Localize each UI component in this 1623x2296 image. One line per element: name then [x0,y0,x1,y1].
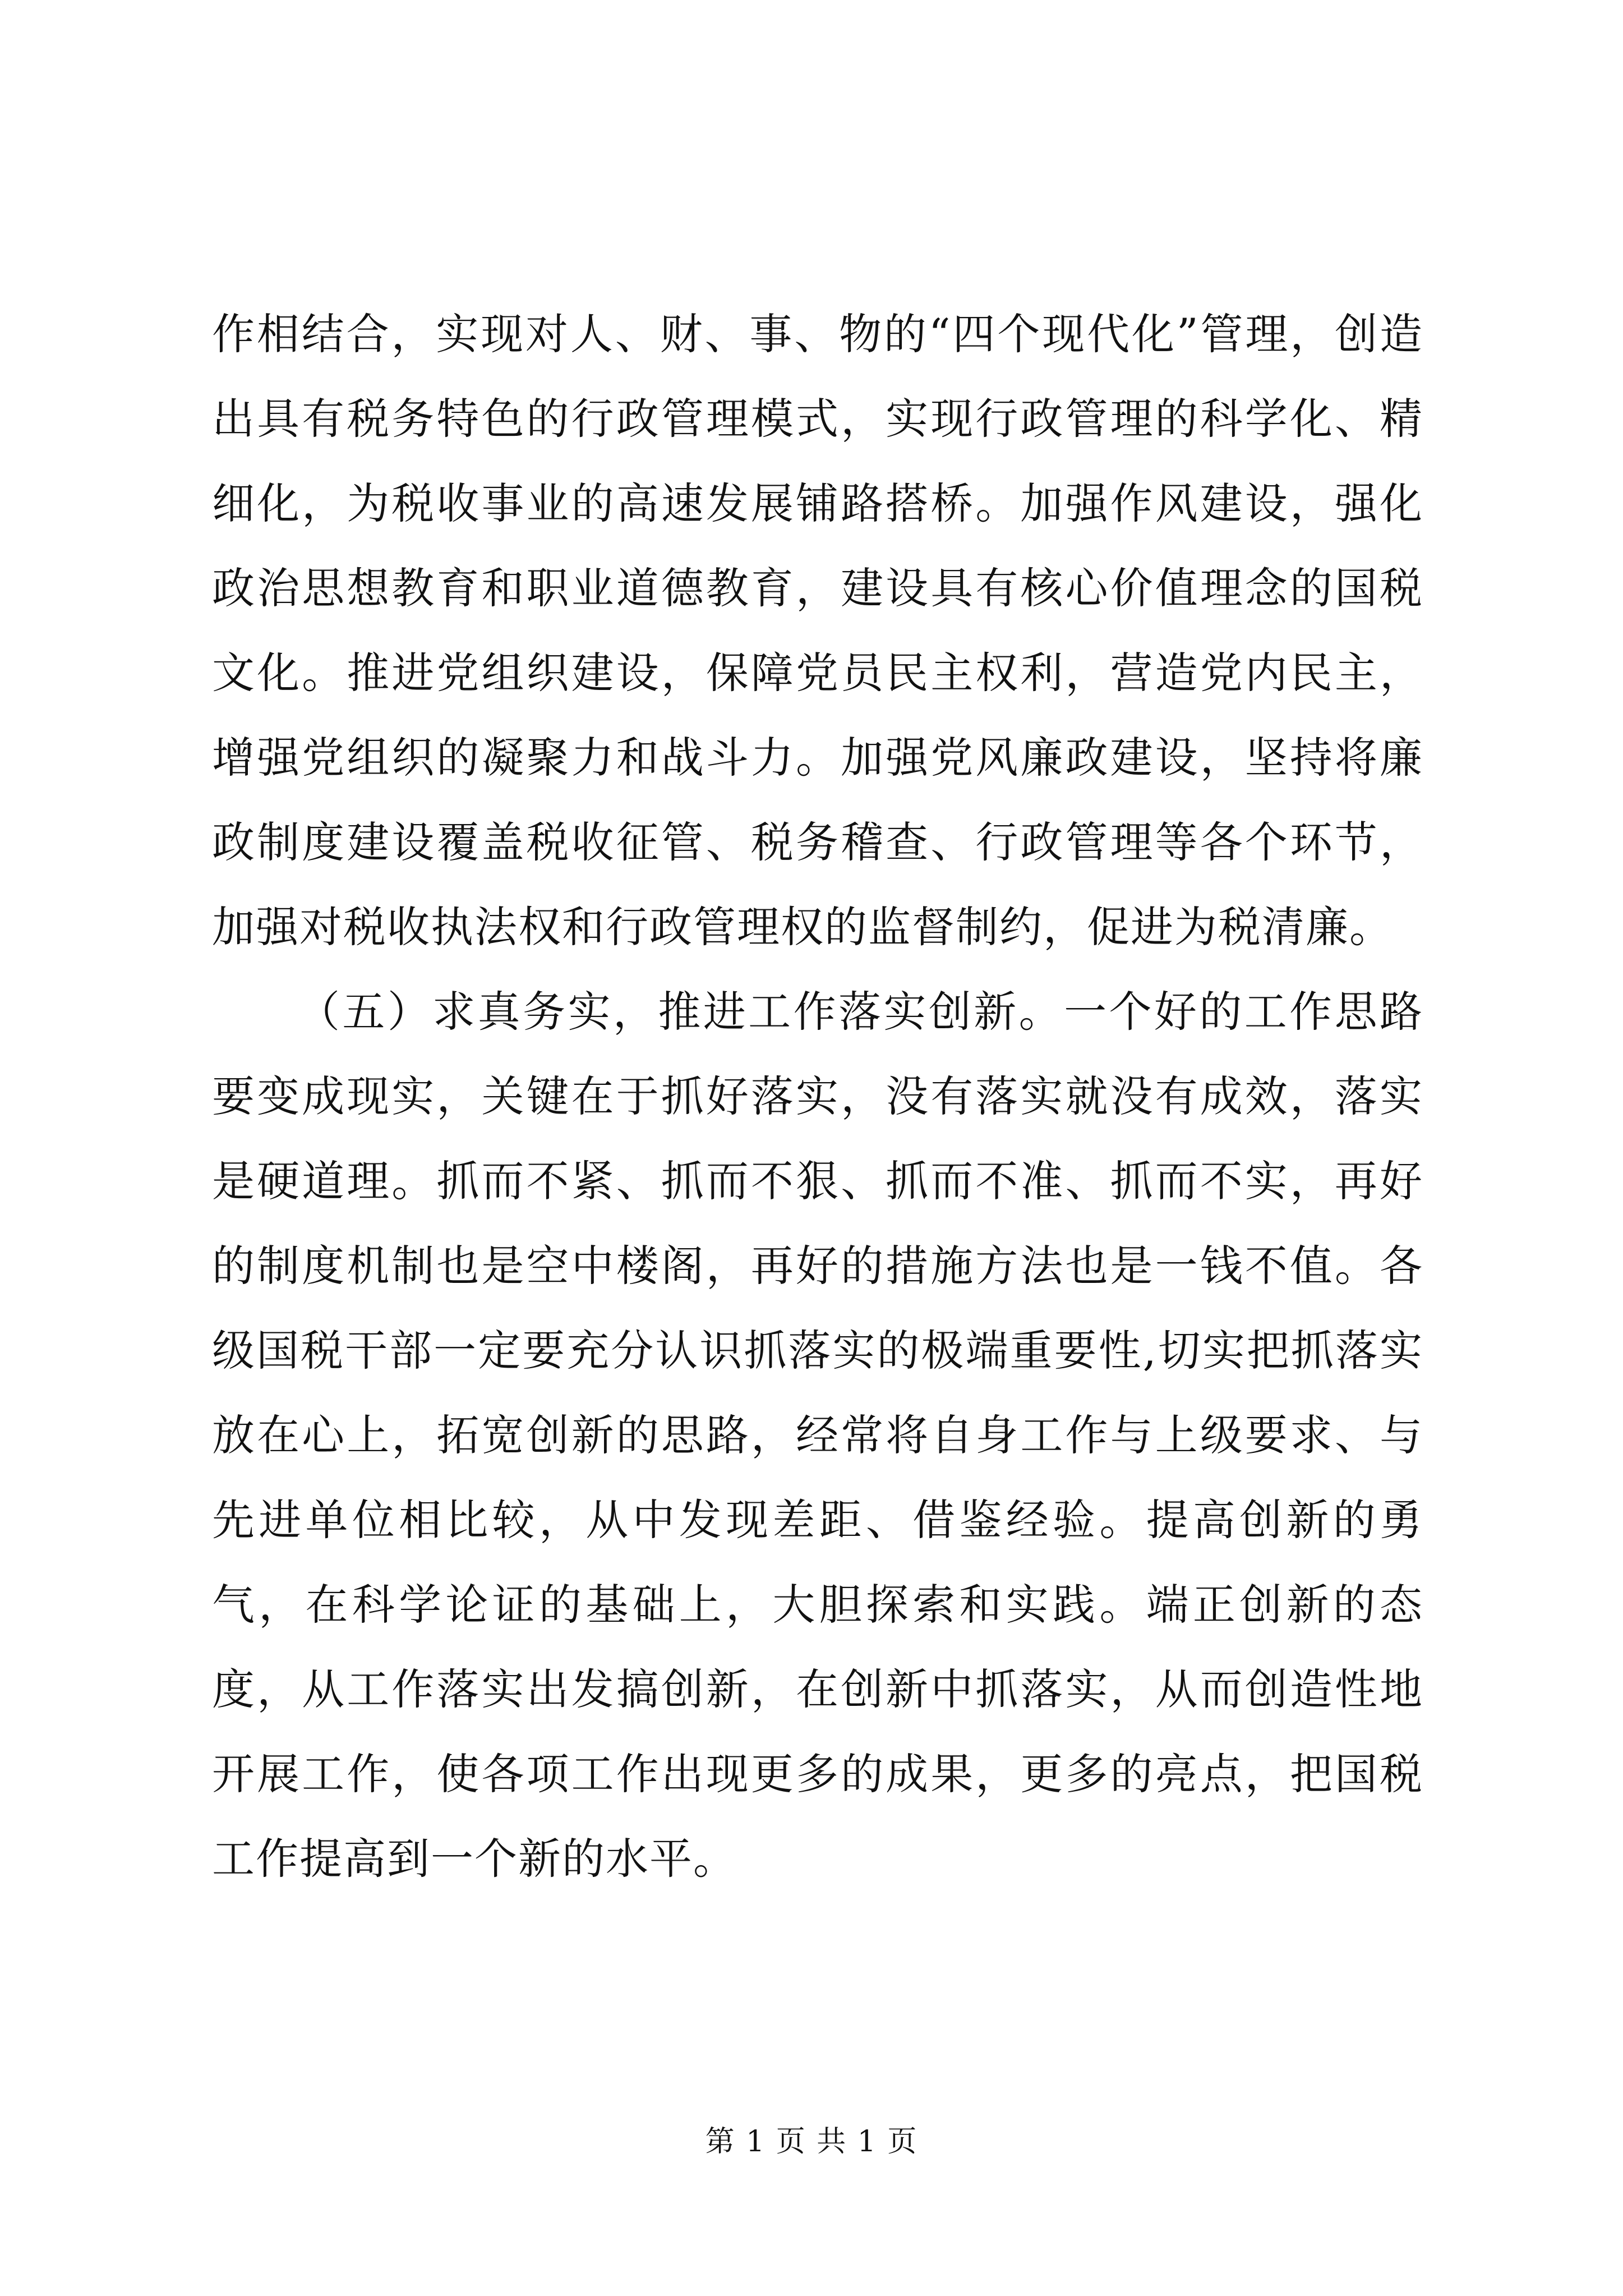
paragraph-section-five: （五）求真务实，推进工作落实创新。一个好的工作思路要变成现实，关键在于抓好落实，没有落实就没有成效，落实是硬道理。抓而不紧、抓而不狠、抓而不准、抓而不实，再好的制度机制也是空中楼阁，再好的措施方法也是一钱不值。各级国税干部一定要充分认识抓落实的极端重要性,切实把抓落实放在心上，拓宽创新的思路，经常将自身工作与上级要求、与先进单位相比较，从中发现差距、借鉴经验。提高创新的勇气，在科学论证的基础上，大胆探索和实践。端正创新的态度，从工作落实出发搞创新，在创新中抓落实，从而创造性地开展工作，使各项工作出现更多的成果，更多的亮点，把国税工作提高到一个新的水平。 [212,987,1423,1884]
paragraph-continuation: 作相结合，实现对人、财、事、物的“四个现代化”管理，创造出具有税务特色的行政管理模式，实现行政管理的科学化、精细化，为税收事业的高速发展铺路搭桥。加强作风建设，强化政治思想教育和职业道德教育，建设具有核心价值理念的国税文化。推进党组织建设，保障党员民主权利，营造党内民主，增强党组织的凝聚力和战斗力。加强党风廉政建设，坚持将廉政制度建设覆盖税收征管、税务稽查、行政管理等各个环节，加强对税收执法权和行政管理权的监督制约，促进为税清廉。 [212,309,1423,952]
document-body [212,292,1423,1901]
page-footer: 第 1 页 共 1 页 [705,2125,918,2159]
